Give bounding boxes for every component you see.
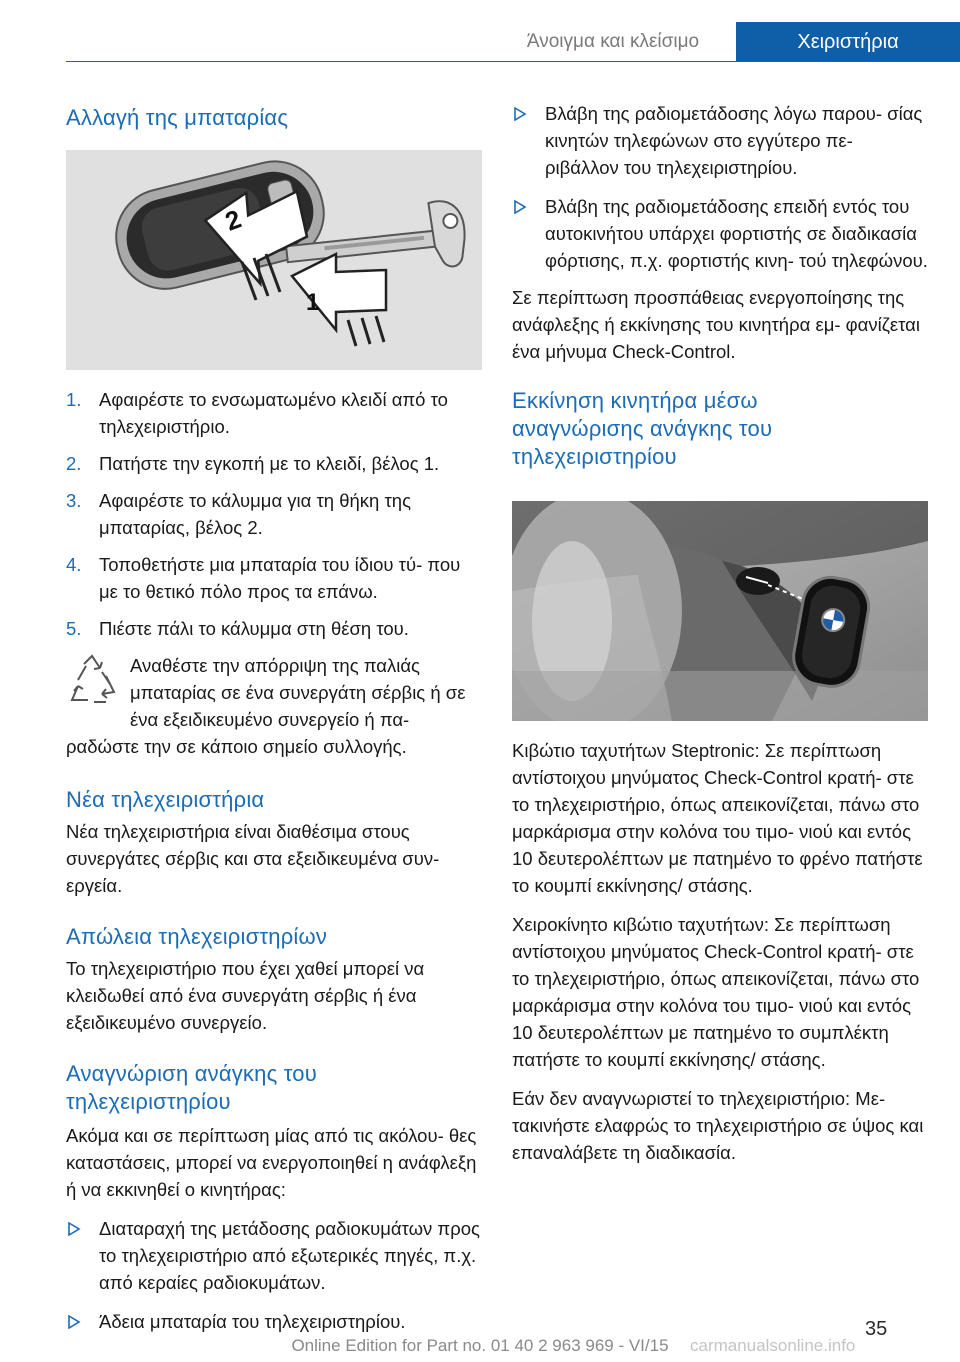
list-item: 1. Αφαιρέστε το ενσωματωμένο κλειδί από το τηλεχειριστήριο. [66,389,448,437]
right-column [512,100,928,1166]
battery-figure [66,150,482,370]
watermark: carmanualsonline.info [690,1336,856,1355]
list-item: 2. Πατήστε την εγκοπή με το κλειδί, βέλος 1. [66,453,440,474]
svg-text:2: 2 [221,203,245,237]
header-chapter-tab: Χειριστήρια [736,22,960,62]
bullet-triangle-icon [513,107,527,121]
list-item: Βλάβη της ραδιομετάδοσης λόγω παρου‐ σίας κινητών τηλεφώνων στο εγγύτερο πε‐ ριβάλλον του τηλεχειριστηρίου. [512,100,928,181]
svg-text:1: 1 [306,289,320,316]
steering-column-illustration [512,501,928,721]
list-item: 5. Πιέστε πάλι το κάλυμμα στη θέση του. [66,618,409,639]
recognition-heading: Αναγνώριση ανάγκης του τηλεχειριστηρίου [66,1061,317,1114]
steering-column-figure [512,501,928,721]
recycle-note [66,652,482,760]
new-remotes-heading: Νέα τηλεχειριστήρια [66,787,265,812]
battery-heading: Αλλαγή της μπαταρίας [66,105,289,130]
interference-bullets [512,100,928,274]
edition-line: Online Edition for Part no. 01 40 2 963 969 - VI/15 [291,1336,669,1355]
check-control-text: Σε περίπτωση προσπάθειας ενεργοποίησης της ανάφλεξης ή εκκίνησης του κινητήρα εμ‐ φανίζεται ένα μήνυμα Check-Control. [512,287,920,362]
recycle-note-text: Αναθέστε την απόρριψη της παλιάς μπαταρίας σε ένα συνεργάτη σέρβις ή σε ένα εξειδικευμένο συνεργείο ή πα‐ ραδώστε την σε κάποιο σημείο συλλογής. [66,655,466,757]
recognition-bullets [66,1215,482,1335]
key-battery-illustration [66,150,482,370]
manual-gearbox-text: Χειροκίνητο κιβώτιο ταχυτήτων: Σε περίπτωση αντίστοιχου μηνύματος Check-Control κρατή‐ στε το τηλεχειριστήριο, όπως απεικονίζεται, πάνω στο μαρκάρισμα στην κολόνα του τιμο‐ νιού και εντός 10 δευτερολέπτων με πατημένο το συμπλέκτη πατήστε το κουμπί εκκίνησης/ στάσης. [512,914,920,1070]
recognition-text: Ακόμα και σε περίπτωση μίας από τις ακόλου‐ θες καταστάσεις, μπορεί να ενεργοποιηθεί η ανάφλεξη ή να εκκινηθεί ο κινητήρας: [66,1125,477,1200]
bullet-triangle-icon [513,200,527,214]
lost-remotes-heading: Απώλεια τηλεχειριστηρίων [66,924,328,949]
new-remotes-text: Νέα τηλεχειριστήρια είναι διαθέσιμα στους συνεργάτες σέρβις και στα εξειδικευμένα συν‐ εργεία. [66,821,440,896]
header-rule [66,61,960,62]
left-column [66,100,482,1347]
not-recognized-text: Εάν δεν αναγνωριστεί το τηλεχειριστήριο: Με‐ τακινήστε ελαφρώς το τηλεχειριστήριο σε ύψος και επαναλάβετε τη διαδικασία. [512,1088,924,1163]
list-item: Βλάβη της ραδιομετάδοσης επειδή εντός του αυτοκινήτου υπάρχει φορτιστής σε διαδικασία φόρτισης, π.χ. φορτιστής κινη‐ τού τηλεφώνου. [512,193,928,274]
page-number: 35 [865,1318,888,1340]
list-item: Διαταραχή της μετάδοσης ραδιοκυμάτων προς το τηλεχειριστήριο από εξωτερικές πηγές, π.χ. από κεραίες ραδιοκυμάτων. [66,1215,482,1296]
list-item: 4. Τοποθετήστε μια μπαταρία του ίδιου τύ‐ που με το θετικό πόλο προς τα επάνω. [66,554,461,602]
list-item: Άδεια μπαταρία του τηλεχειριστηρίου. [66,1308,482,1335]
lost-remotes-text: Το τηλεχειριστήριο που έχει χαθεί μπορεί να κλειδωθεί από ένα συνεργάτη σέρβις ή ένα εξειδικευμένο συνεργείο. [66,958,425,1033]
bullet-triangle-icon [67,1315,81,1329]
bullet-triangle-icon [67,1222,81,1236]
header-section-title: Άνοιγμα και κλείσιμο [526,31,700,52]
list-item: 3. Αφαιρέστε το κάλυμμα για τη θήκη της μπαταρίας, βέλος 2. [66,490,411,538]
recycle-icon [66,652,118,712]
steptronic-text: Κιβώτιο ταχυτήτων Steptronic: Σε περίπτωση αντίστοιχου μηνύματος Check-Control κρατή‐ στε το τηλεχειριστήριο, όπως απεικονίζεται, πάνω στο μαρκάρισμα στην κολόνα του τιμο‐ νιού και εντός 10 δευτερολέπτων με πατημένο το φρένο πατήστε το κουμπί εκκίνησης/ στάσης. [512,740,923,896]
battery-steps [66,386,482,642]
start-heading: Εκκίνηση κινητήρα μέσω αναγνώρισης ανάγκης του τηλεχειριστηρίου [512,388,773,469]
